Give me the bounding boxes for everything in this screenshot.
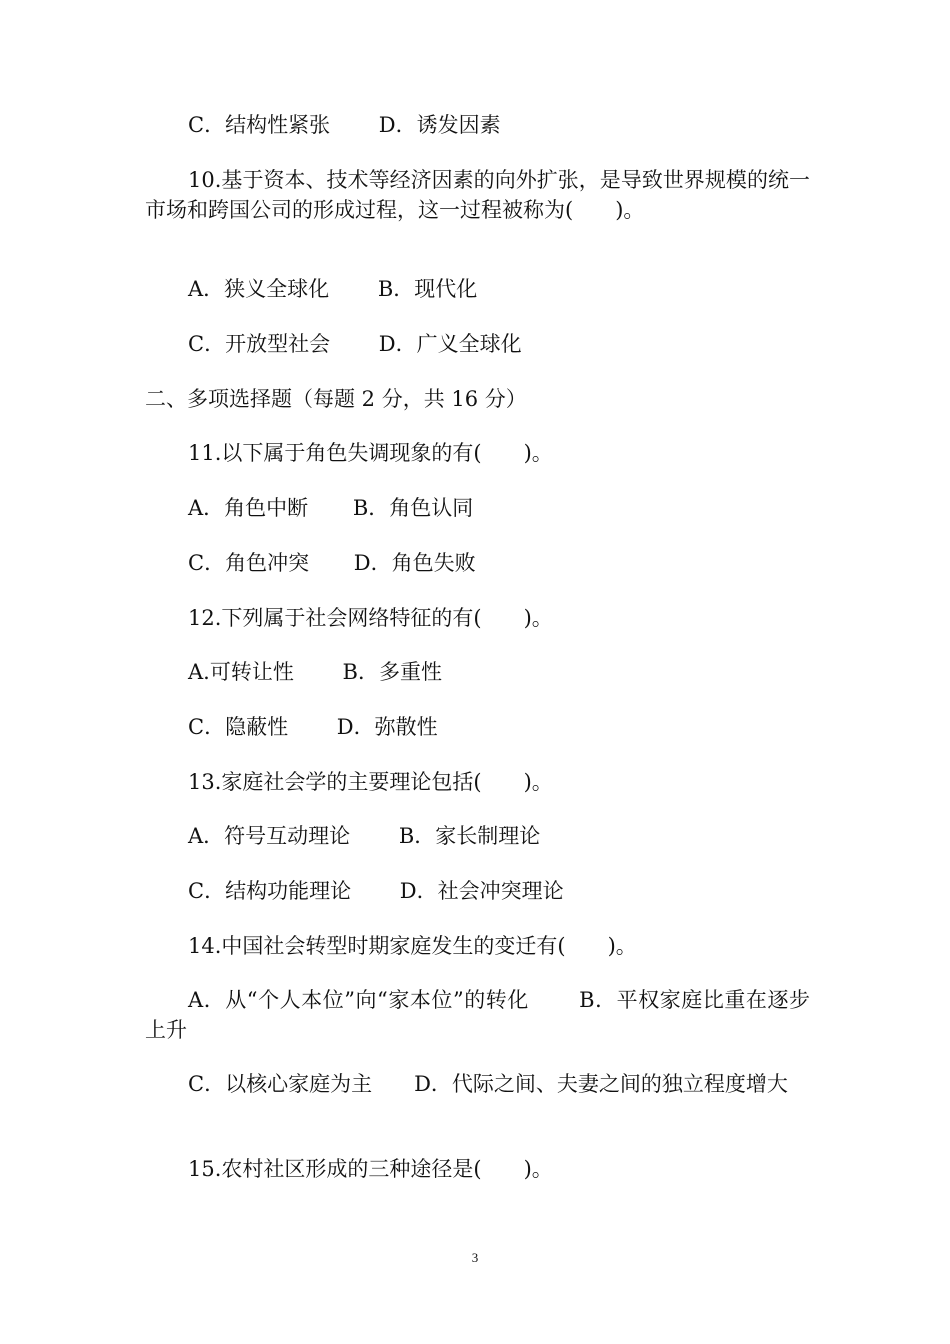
q11-option-d: D．角色失败: [353, 551, 476, 575]
q9-option-c: C．结构性紧张: [188, 113, 331, 137]
section-heading-multiple-choice: 二、多项选择题（每题 2 分，共 16 分）: [145, 387, 527, 411]
q11-options-cd: [188, 548, 476, 578]
q13-options-cd: [188, 876, 564, 906]
q14-options-ab: A．从“个人本位”向“家本位”的转化 B．平权家庭比重在逐步上升: [145, 988, 810, 1042]
page-number: 3: [471, 1250, 479, 1265]
q11-option-b: B．角色认同: [352, 496, 474, 520]
q13-stem: 13.家庭社会学的主要理论包括( )。: [188, 770, 553, 794]
q12-options-cd: [188, 712, 438, 742]
q11-option-a: A．角色中断: [188, 496, 309, 520]
q12-option-c: C．隐蔽性: [188, 715, 289, 739]
q10-option-c: C．开放型社会: [188, 332, 331, 356]
q10-option-b: B．现代化: [377, 277, 478, 301]
q9-option-d: D．诱发因素: [378, 113, 501, 137]
q11-options-ab: [188, 493, 473, 523]
q12-option-d: D．弥散性: [336, 715, 438, 739]
q13-option-d: D．社会冲突理论: [399, 879, 564, 903]
q14-stem: 14.中国社会转型时期家庭发生的变迁有( )。: [188, 934, 637, 958]
q13-option-a: A．符号互动理论: [188, 824, 351, 848]
q15-stem: 15.农村社区形成的三种途径是( )。: [188, 1157, 553, 1181]
q13-options-ab: [188, 821, 540, 851]
q14-options-cd: C．以核心家庭为主 D．代际之间、夫妻之间的独立程度增大: [188, 1072, 788, 1096]
q12-stem: 12.下列属于社会网络特征的有( )。: [188, 606, 553, 630]
q10-options-cd: [188, 329, 522, 359]
q12-options-ab: [188, 657, 442, 687]
q9-options-cd: [188, 110, 501, 140]
q10-options-ab: [188, 274, 477, 304]
q13-option-c: C．结构功能理论: [188, 879, 352, 903]
q12-option-a: A.可转让性: [188, 660, 294, 684]
q11-stem: 11.以下属于角色失调现象的有( )。: [188, 441, 553, 465]
q10-option-a: A．狭义全球化: [188, 277, 330, 301]
q12-option-b: B．多重性: [342, 660, 442, 684]
q11-option-c: C．角色冲突: [188, 551, 310, 575]
q10-option-d: D．广义全球化: [378, 332, 522, 356]
q13-option-b: B．家长制理论: [398, 824, 541, 848]
q10-stem: 10.基于资本、技术等经济因素的向外扩张，是导致世界规模的统一市场和跨国公司的形成过程，这一过程被称为( )。: [145, 168, 810, 222]
